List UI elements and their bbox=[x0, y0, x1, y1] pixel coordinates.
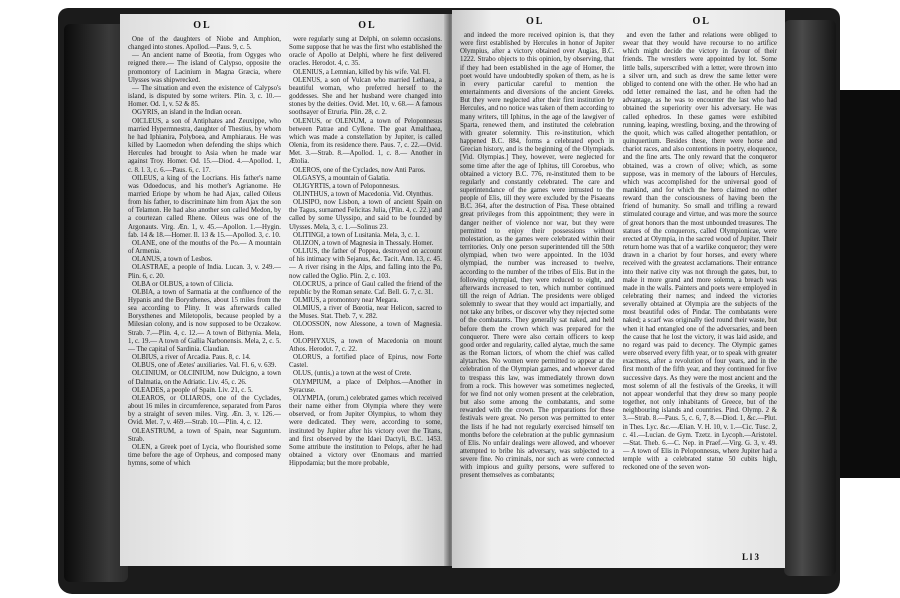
entry: OLBA or OLBUS, a town of Cilicia. bbox=[132, 280, 234, 288]
right-page-columns bbox=[460, 32, 777, 558]
entry: — The situation and even the existence of Calypso's island, is disputed by some writers. Plin. 3, c. 10.— Homer. Od. 1, v. 52 & 85. bbox=[128, 84, 281, 109]
running-header bbox=[120, 20, 450, 31]
entry: OLEADES, a people of Spain. Liv. 21, c. 5. bbox=[132, 386, 253, 394]
entry: OLASTRAE, a people of India. Lucan. 3, v. 249.—Plin. 6, c. 20. bbox=[128, 264, 281, 280]
entry: OLENUS, or OLENUM, a town of Peloponnesus between Patrae and Cyllene. The goat Amalthaea, which was made a constellation by Jupiter, is called Olenia, from its residence there. Paus. 7, c. 22.—Ovid. Met. 3.—Strab. 8.—Apollod. 1, c. 8.— Another in Ætolia. bbox=[289, 117, 442, 166]
entry: OLEAROS, or OLIAROS, one of the Cyclades, about 16 miles in circumference, separated from Paros by a straight of seven miles. Virg. Æn. 3, v. 126.—Ovid. Met. 7, v. 469.—Strab. 10.—Plin. 4, c. 12. bbox=[128, 394, 281, 427]
entry: OLLIUS, the father of Poppea, destroyed on account of his intimacy with Sejanus, &c. Tacit. Ann. 13, c. 45.— A river rising in the Alps, and falling into the Po, now called the Oglio. Plin. 2, c. 103. bbox=[289, 248, 442, 280]
entry: OLIZON, a town of Magnesia in Thessaly. Homer. bbox=[293, 239, 434, 247]
entry: OLENUS, a son of Vulcan who married Lethaea, a beautiful woman, who preferred herself to the goddesses. She and her husband were changed into stones by the deities. Ovid. Met. 10, v. 68.— A famous soothsayer of Etruria. Plin. 28, c. 2. bbox=[289, 76, 442, 117]
entry: OLMIUS, a river of Bœotia, near Helicon, sacred to the Muses. Stat. Theb. 7, v. 282. bbox=[289, 305, 442, 321]
running-header-right: OL bbox=[692, 16, 711, 27]
entry: OLMIUS, a promontory near Megara. bbox=[293, 297, 399, 304]
signature-mark: L l 3 bbox=[741, 552, 759, 562]
running-header-left: OL bbox=[193, 20, 212, 31]
background-shadow bbox=[838, 90, 900, 478]
entry: OLANUS, a town of Lesbos. bbox=[132, 256, 213, 264]
entry: OLYMPIUM, a place of Delphos.—Another in Syracuse. bbox=[289, 378, 442, 394]
entry: OLBIA, a town of Sarmatia at the confluence of the Hypanis and the Borysthenes, about 15 miles from the sea according to Pliny. It was afterwards called Borysthenes and Miletopolis, because peopled by a Milesian colony, and is now supposed to be Oczakow. Strab. 7.—Plin. 4, c. 12.— A town of Bithynia. Mela, 1, c. 19.— A town of Gallia Narbonensis. Mela, 2, c. 5.— The capital of Sardinia. Claudian. bbox=[128, 288, 281, 353]
entry: OLEROS, one of the Cyclades, now Anti Paros. bbox=[293, 166, 426, 174]
entry: OILEUS, a king of the Locrians. His father's name was Odoedocus, and his mother's Agrianome. He married Eriope by whom he had Ajax, called Oileus from his father, to discriminate him from Ajax the son of Telamon. He had also another son called Medon, by a courtezan called Rhene. Oileus was one of the Argonauts. Virg. Æn. 1, v. 45.—Apollon. 1.—Hygin. fab. 14 & 18.—Homer. Il. 13 & 15.—Apollod. 3, c. 10. bbox=[128, 174, 281, 239]
entry: and even the father and relations were obliged to swear that they would have recourse to no artifice which might decide the victory in favour of their friends. The wrestlers were appointed by lot. Some little balls, superscribed with a letter, were thrown into a silver urn, and such as drew the same letter were obliged to contend one with the other. He who had an odd letter remained the last, and he often had the advantage, as he was to encounter the last who had obtained the superiority over his adversary. He was called ephedros. In these games were exhibited running, leaping, wrestling, boxing, and the throwing of the quoit, which was called altogether pentathlon, or quinquertium. Besides these, there were horse and chariot races, and also contentions in poetry, eloquence, and the fine arts. The only reward that the conqueror obtained, was a crown of olive; which, as some suppose, was in memory of the labours of Hercules, which was accomplished for the universal good of mankind, and for which the hero claimed no other reward than the consciousness of having been the friend of humanity. So small and trifling a reward stimulated courage and virtue, and was more the source of great honors than the most unbounded treasures. The statues of the conquerors, called Olympionicae, were erected at Olympia, in the sacred wood of Jupiter. Their return home was that of a warlike conqueror; they were drawn in a chariot by four horses, and every where received with the greatest acclamations. Their entrance into their native city was not through the gates, but, to make it more grand and more solemn, a breach was made in the walls. Painters and poets were employed in celebrating their names; and indeed the victories severally obtained at Olympia are the subjects of the most beautiful odes of Pindar. The combatants were naked; a scarf was originally tied round their waste, but when it had entangled one of the adversaries, and been the cause that he lost the victory, it was laid aside, and no regard was paid to decency. The Olympic games were observed every fifth year, or to speak with greater exactness, after a revolution of four years, and in the first month of the fifth year, and they continued for five successive days. As they were the most ancient and the most solemn of all the festivals of the Greeks, it will not appear wonderful that they drew so many people together, not only inhabitants of Greece, but of the neighbouring islands and countries. Pind. Olymp. 2 & 3.—Strab. 8.—Paus. 5, c. 6, 7, 8.—Diod. 1, &c.—Plut. in Thes. Lyc. &c.—Ælian. V. H. 10, v. 1.—Cic. Tusc. 2, c. 41.—Lucian. de Gym. Tzetz. in Lycoph.—Aristotel.—Stat. Theb. 6.—C. Nep. in Praef.—Virg. G. 3, v. 49.— A town of Elis in Peloponnesus, where Jupiter had a temple with a celebrated statue 50 cubits high, reckoned one of the seven won- bbox=[622, 32, 777, 472]
entry: OICLEUS, a son of Antiphates and Zeuxippe, who married Hypermnestra, daughter of Thestius, by whom he had Iphianira, Polyboea, and Amphiaraus. He was killed by Laomedon when defending the ships which Hercules had brought to Asia when he made war against Troy. Homer. Od. 15.—Diod. 4.—Apollod. 1, c. 8. l. 3, c. 6.—Paus. 6, c. 17. bbox=[128, 117, 281, 174]
right-page-column-2 bbox=[623, 32, 778, 558]
entry: OLGASYS, a mountain of Galatia. bbox=[293, 174, 390, 182]
entry: OLOCRUS, a prince of Gaul called the friend of the republic by the Roman senate. Caf. Bell. G. 7, c. 31. bbox=[289, 280, 442, 296]
entry: OLENIUS, a Lemnian, killed by his wife. Val. Fl. bbox=[293, 68, 431, 76]
entry: OLBUS, one of Æetes' auxiliaries. Val. Fl. 6, v. 639. bbox=[132, 362, 277, 370]
entry: OLORUS, a fortified place of Epirus, now Forte Castel. bbox=[289, 354, 442, 370]
entry: OLUS, (untis,) a town at the west of Crete. bbox=[293, 370, 412, 378]
entry: OLISIPO, now Lisbon, a town of ancient Spain on the Tagus, surnamed Felicitas Julia, (Plin. 4, c. 22.) and called by some Ulyssipo, and said to be founded by Ulysses. Mela, 3, c. 1.—Solinus 23. bbox=[289, 199, 442, 231]
entry: OLYMPIA, (orum,) celebrated games which received their name either from Olympia where they were observed, or from Jupiter Olympius, to whom they were dedicated. They were, according to some, instituted by Jupiter after his victory over the Titans, and first observed by the Idaei Dactyli, B.C. 1453. Some attribute the institution to Pelops, after he had obtained a victory over Œnomaus and married Hippodamia; but the more probable, bbox=[289, 394, 442, 468]
entry: OLOPHYXUS, a town of Macedonia on mount Athos. Herodot. 7, c. 22. bbox=[289, 337, 442, 353]
left-page-column-2 bbox=[289, 36, 442, 556]
left-page-column-1 bbox=[128, 36, 281, 556]
entry: OLEASTRUM, a town of Spain, near Saguntum. Strab. bbox=[128, 427, 281, 443]
left-page-columns bbox=[128, 36, 442, 556]
entry: OLBIUS, a river of Arcadia. Paus. 8, c. 14. bbox=[132, 354, 251, 362]
running-header bbox=[452, 16, 785, 27]
running-header-left: OL bbox=[526, 16, 545, 27]
entry: and indeed the more received opinion is, that they were first established by Hercules in honor of Jupiter Olympius, after a victory obtained over Augias, B.C. 1222. Strabo objects to this opinion, by observing, that if they had been established in the age of Homer, the poet would have undoubtedly spoken of them, as he is in every particular careful to mention the entertainments and diversions of the ancient Greeks. But they were neglected after their first institution by Hercules, and no notice was taken of them according to many writers, till Iphitus, in the age of the lawgiver of Sparta, renewed them, and instituted the celebration with greater solemnity. This re-institution, which happened B.C. 884, forms a celebrated epoch in Grecian history, and is the beginning of the Olympiads. [Vid. Olympias.] They, however, were neglected for some time after the age of Iphitus, till Coroebus, who obtained a victory B.C. 776, re-instituted them to be regularly and constantly celebrated. The care and superintendance of the games were intrusted to the people of Elis, till they were excluded by the Pisaeans B.C. 364, after the destruction of Pisa. These obtained great privileges from this appointment; they were in danger neither of violence nor war, but they were permitted to enjoy their possessions without molestation, as the games were celebrated within their territories. Only one person superintended till the 50th olympiad, when two were appointed. In the 103d olympiad, the number was increased to twelve, according to the number of the tribes of Elis. But in the following olympiad, they were reduced to eight, and afterwards increased to ten, which number continued till the reign of Adrian. The presidents were obliged solemnly to swear that they would act impartially, and not take any bribes, or discover why they rejected some of the combatants. They generally sat naked, and held before them the crown which was prepared for the conqueror. There were also certain officers to keep good order and regularity, called alytae, much the same as the Roman lictors, of whom the chief was called alytarches. No women were permitted to appear at the celebration of the Olympian games, and whoever dared to trespass this law, was immediately thrown down from a rock. This however was sometimes neglected, for we find not only women present at the celebration, but also some among the combatants, and some rewarded with the crown. The preparations for these festivals were great. No person was permitted to enter the lists if he had not regularly exercised himself ten months before the celebration at the public gymnasium of Elis. No unfair dealings were allowed, and whoever attempted to bribe his adversary, was subjected to a severe fine. No criminals, nor such as were connected with impious and guilty persons, were suffered to present themselves as combatants; bbox=[460, 32, 615, 480]
right-page-column-1 bbox=[460, 32, 615, 558]
entry: OLINTHUS, a town of Macedonia. Vid. Olynthus. bbox=[293, 190, 433, 198]
entry: One of the daughters of Niobe and Amphion, changed into stones. Apollod.—Paus. 9, c. 5. bbox=[128, 36, 281, 52]
right-page bbox=[452, 10, 785, 568]
entry: OLIGYRTIS, a town of Peloponnesus. bbox=[293, 182, 400, 190]
entry: OGYRIS, an island in the Indian ocean. bbox=[132, 109, 242, 117]
running-header-right: OL bbox=[358, 20, 377, 31]
entry: OLCINIUM, or OLCINIUM, now Dulcigno, a town of Dalmatia, on the Adriatic. Liv. 45, c. 26. bbox=[128, 370, 281, 386]
entry: OLEN, a Greek poet of Lycia, who flourished some time before the age of Orpheus, and composed many hymns, some of which bbox=[128, 443, 281, 468]
entry: were regularly sung at Delphi, on solemn occasions. Some suppose that he was the first who established the oracle of Apollo at Delphi, where he first delivered oracles. Herodot. 4, c. 35. bbox=[289, 36, 442, 68]
entry: OLANE, one of the mouths of the Po.— A mountain of Armenia. bbox=[128, 239, 281, 256]
page-edges-right bbox=[784, 20, 836, 576]
entry: OLOOSSON, now Alessone, a town of Magnesia. Hom. bbox=[289, 321, 442, 337]
entry: OLITINGI, a town of Lusitania. Mela, 3, c. 1. bbox=[293, 231, 420, 239]
left-page bbox=[120, 14, 450, 566]
page-edges-left bbox=[64, 24, 128, 582]
entry: — An ancient name of Bœotia, from Ogyges who reigned there.— The island of Calypso, opposite the promontory of Lacinium in Magna Græcia, where Ulysses was shipwrecked. bbox=[128, 52, 281, 84]
